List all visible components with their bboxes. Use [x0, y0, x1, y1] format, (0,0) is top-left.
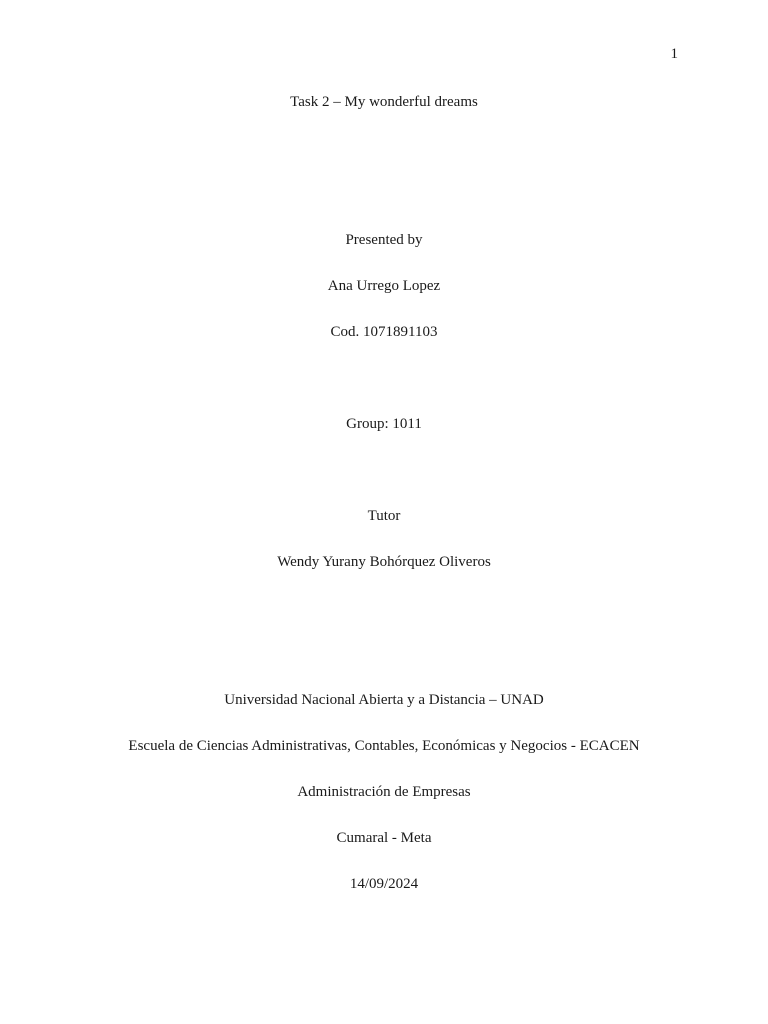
tutor-label: Tutor — [367, 508, 401, 524]
university-name: Universidad Nacional Abierta y a Distancia – UNAD — [224, 692, 544, 708]
tutor-name: Wendy Yurany Bohórquez Oliveros — [277, 554, 491, 570]
author-name: Ana Urrego Lopez — [327, 278, 441, 294]
student-code: Cod. 1071891103 — [330, 324, 438, 340]
page-number: 1 — [670, 46, 678, 62]
location: Cumaral - Meta — [336, 830, 432, 846]
program-name: Administración de Empresas — [297, 784, 471, 800]
document-title: Task 2 – My wonderful dreams — [290, 94, 478, 110]
group-number: Group: 1011 — [346, 416, 422, 432]
presented-by-label: Presented by — [345, 232, 423, 248]
school-name: Escuela de Ciencias Administrativas, Contables, Económicas y Negocios - ECACEN — [128, 738, 640, 754]
document-date: 14/09/2024 — [349, 876, 419, 892]
